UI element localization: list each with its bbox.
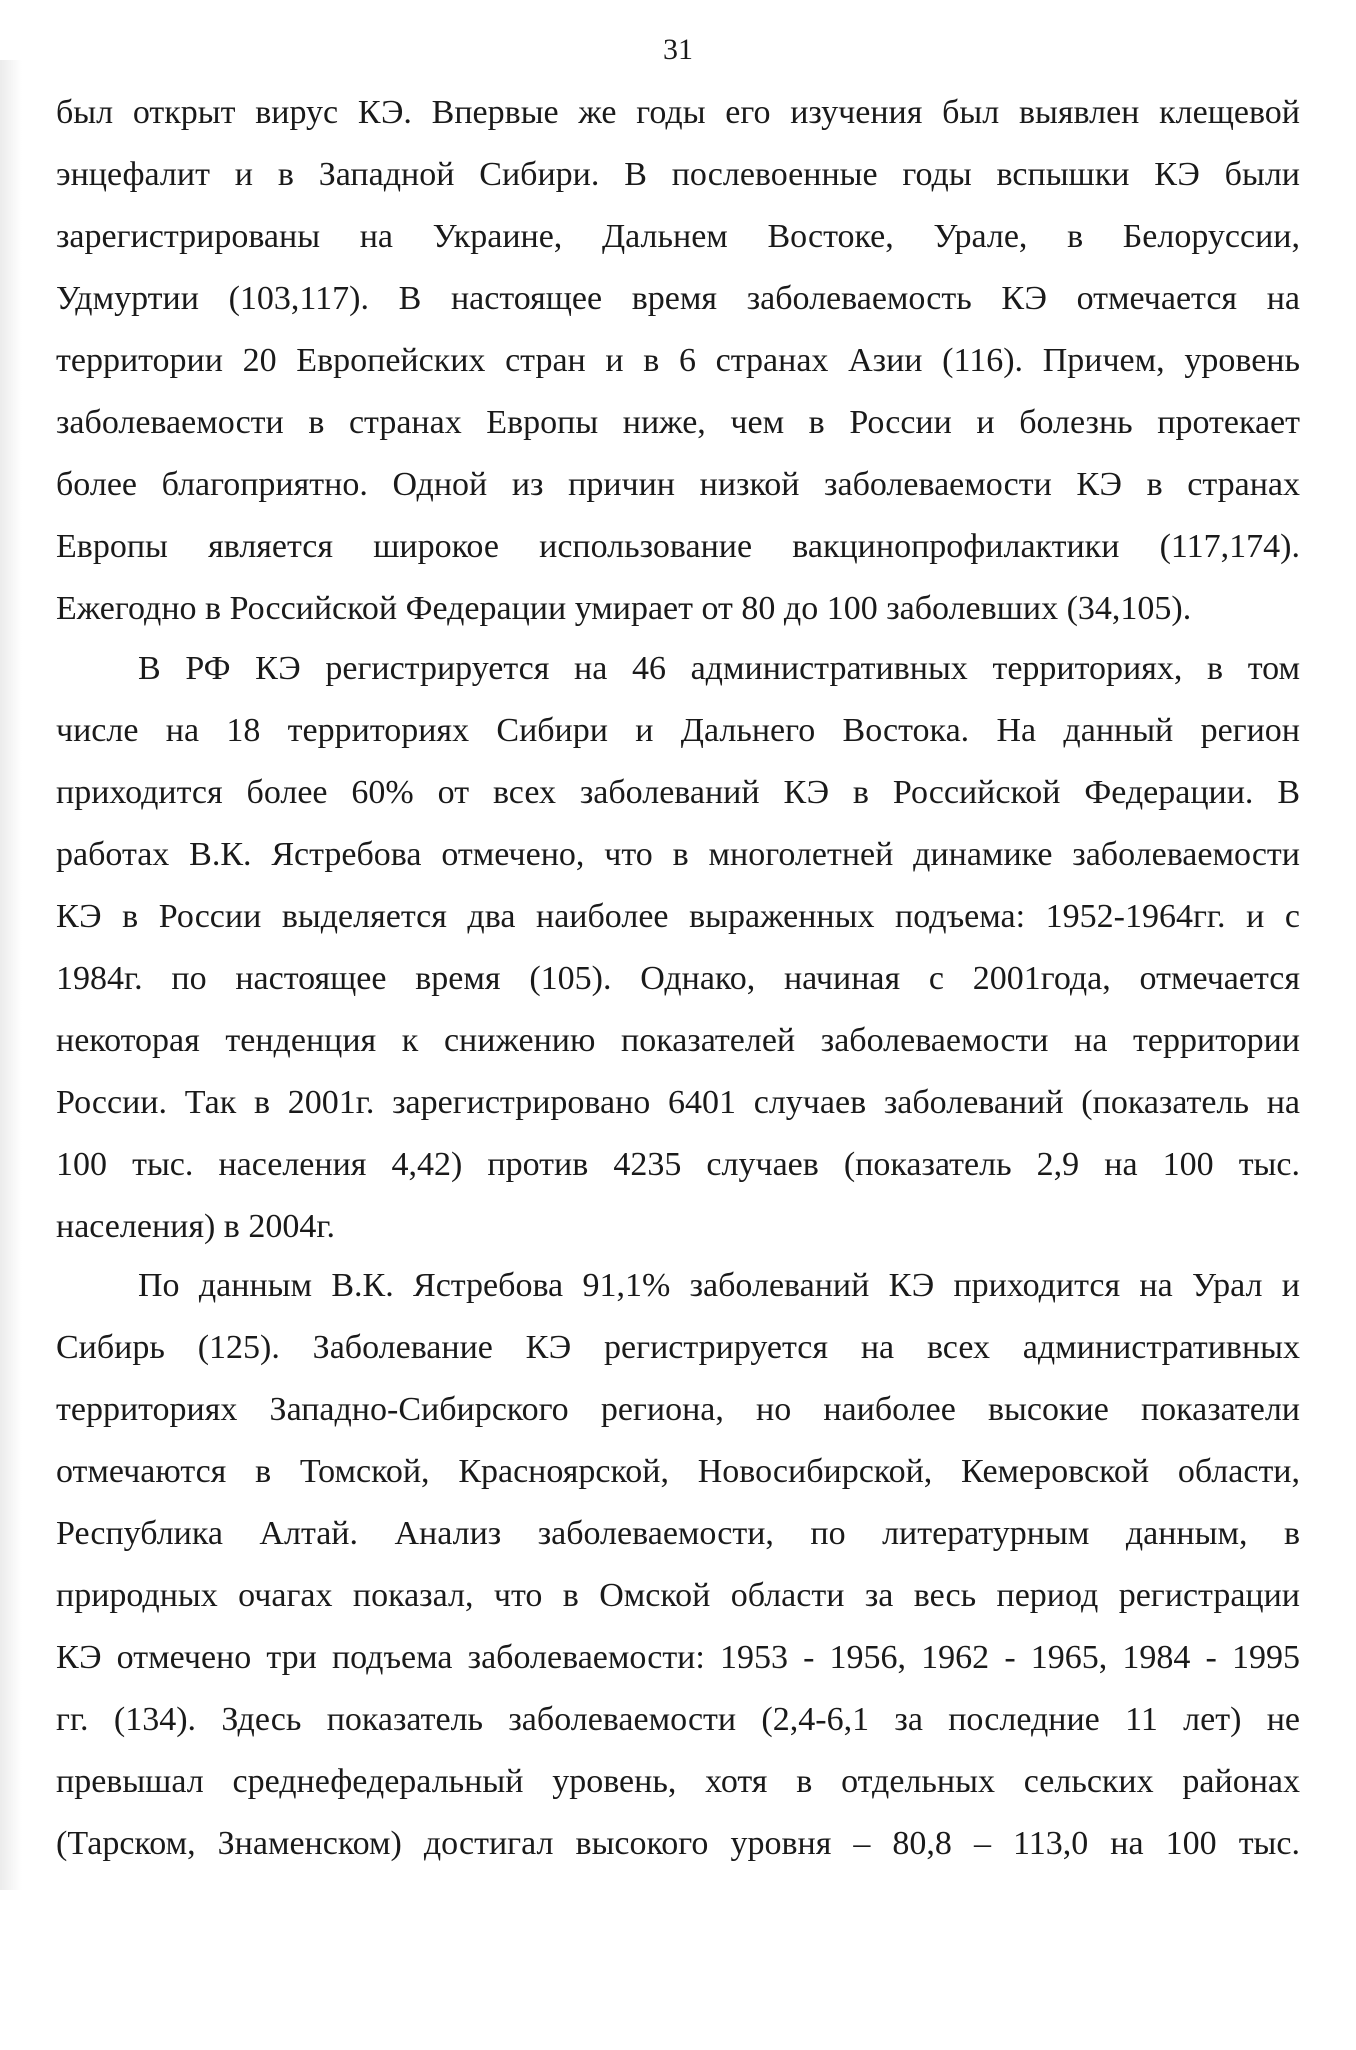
text-line: территориях Западно-Сибирского региона, но наиболее высокие показатели (56, 1391, 1300, 1428)
text-line: Европы является широкое использование вакцинопрофилактики (117,174). (56, 528, 1300, 565)
text-line: КЭ в России выделяется два наиболее выраженных подъема: 1952-1964гг. и с (56, 898, 1300, 935)
text-line: По данным В.К. Ястребова 91,1% заболеваний КЭ приходится на Урал и (138, 1267, 1300, 1304)
paragraph-3 (56, 1255, 1300, 1875)
text-line: энцефалит и в Западной Сибири. В послевоенные годы вспышки КЭ были (56, 156, 1300, 193)
text-line: зарегистрированы на Украине, Дальнем Востоке, Урале, в Белоруссии, (56, 218, 1300, 255)
text-line: приходится более 60% от всех заболеваний КЭ в Российской Федерации. В (56, 774, 1300, 811)
text-line: заболеваемости в странах Европы ниже, чем в России и болезнь протекает (56, 404, 1300, 441)
page-number: 31 (663, 33, 693, 66)
paragraph-1 (56, 82, 1300, 640)
text-line: некоторая тенденция к снижению показателей заболеваемости на территории (56, 1022, 1300, 1059)
text-line: Удмуртии (103,117). В настоящее время заболеваемость КЭ отмечается на (56, 280, 1300, 317)
text-line: 1984г. по настоящее время (105). Однако, начиная с 2001года, отмечается (56, 960, 1300, 997)
text-line: природных очагах показал, что в Омской области за весь период регистрации (56, 1577, 1300, 1614)
text-line: КЭ отмечено три подъема заболеваемости: 1953 - 1956, 1962 - 1965, 1984 - 1995 (56, 1639, 1300, 1676)
text-line: более благоприятно. Одной из причин низкой заболеваемости КЭ в странах (56, 466, 1300, 503)
text-line: числе на 18 территориях Сибири и Дальнего Востока. На данный регион (56, 712, 1300, 749)
paragraph-2 (56, 638, 1300, 1258)
text-line: Ежегодно в Российской Федерации умирает от 80 до 100 заболевших (34,105). (56, 590, 1192, 627)
text-line: Сибирь (125). Заболевание КЭ регистрируется на всех административных (56, 1329, 1300, 1366)
text-line: гг. (134). Здесь показатель заболеваемости (2,4-6,1 за последние 11 лет) не (56, 1701, 1300, 1738)
text-line: отмечаются в Томской, Красноярской, Новосибирской, Кемеровской области, (56, 1453, 1300, 1490)
text-line: населения) в 2004г. (56, 1208, 335, 1245)
text-line: территории 20 Европейских стран и в 6 странах Азии (116). Причем, уровень (56, 342, 1300, 379)
text-line: (Тарском, Знаменском) достигал высокого уровня – 80,8 – 113,0 на 100 тыс. (56, 1825, 1300, 1862)
scan-edge-shadow (0, 60, 22, 1890)
text-line: Республика Алтай. Анализ заболеваемости, по литературным данным, в (56, 1515, 1300, 1552)
text-line: России. Так в 2001г. зарегистрировано 6401 случаев заболеваний (показатель на (56, 1084, 1300, 1121)
text-line: превышал среднефедеральный уровень, хотя в отдельных сельских районах (56, 1763, 1300, 1800)
text-line: был открыт вирус КЭ. Впервые же годы его изучения был выявлен клещевой (56, 94, 1300, 131)
text-line: 100 тыс. населения 4,42) против 4235 случаев (показатель 2,9 на 100 тыс. (56, 1146, 1300, 1183)
text-line: работах В.К. Ястребова отмечено, что в многолетней динамике заболеваемости (56, 836, 1300, 873)
text-line: В РФ КЭ регистрируется на 46 административных территориях, в том (138, 650, 1300, 687)
